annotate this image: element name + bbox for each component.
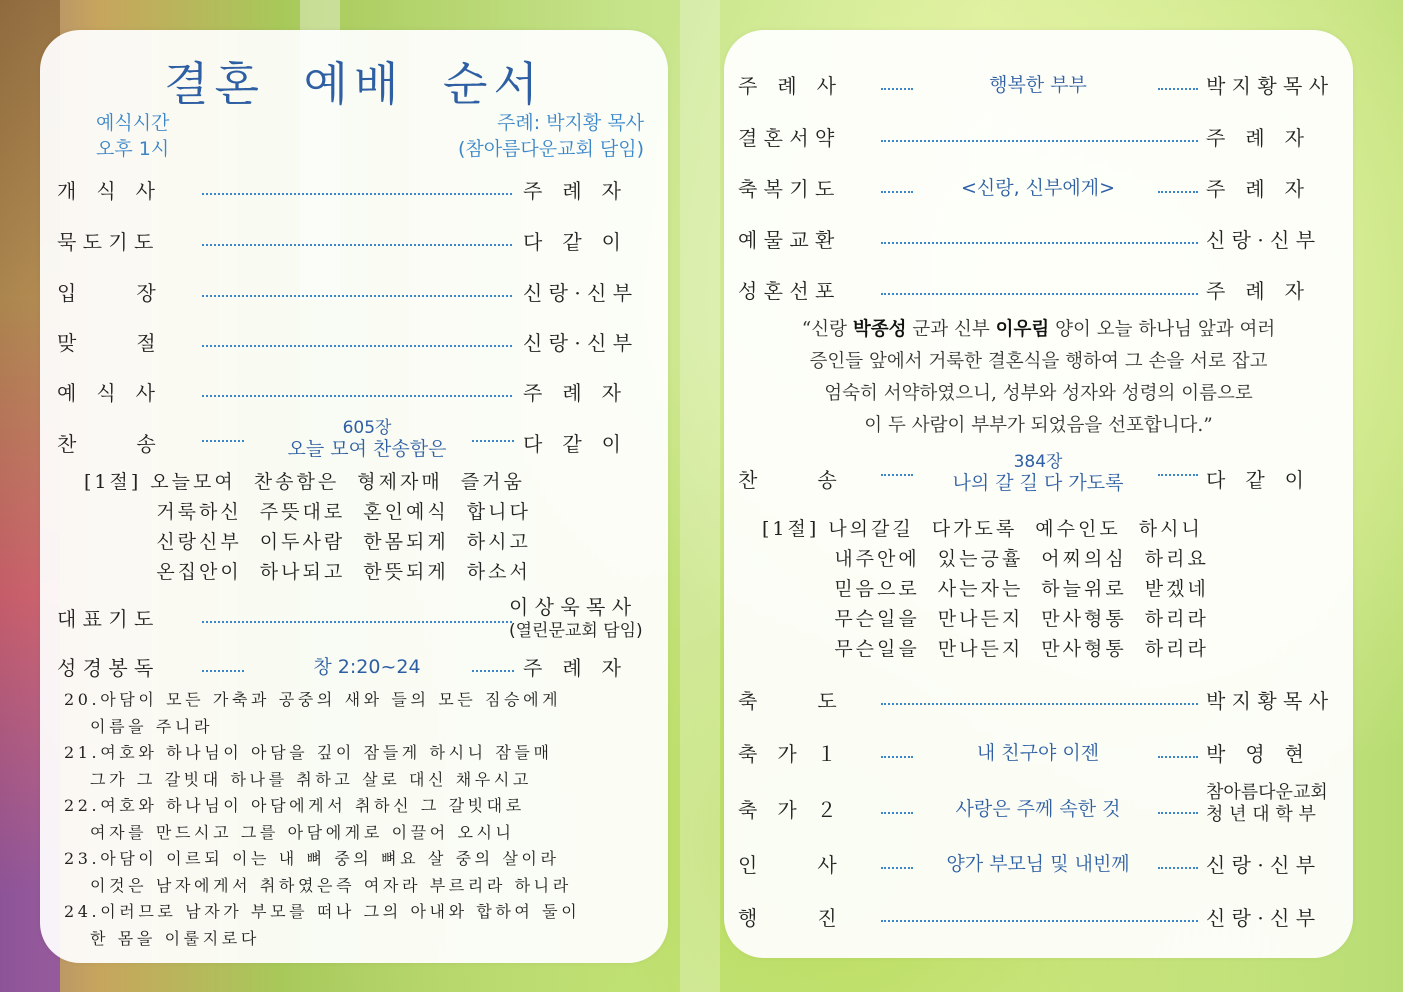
rings-item: 예 물 교 환 신 랑 · 신 부 <box>738 228 1316 252</box>
declaration-item: 성 혼 선 포 주 례 자 <box>738 279 1304 303</box>
declaration-text <box>724 314 1353 442</box>
officiant-info <box>458 110 644 162</box>
reading-item: 성 경 봉 독 창 2:20~24 주 례 자 <box>57 652 649 686</box>
choir-name: 참아름다운교회 청 년 대 학 부 <box>1206 782 1328 825</box>
dotted-leader <box>881 920 1198 922</box>
hymn-verse: [1절] 나의갈길 다가도록 예수인도 하시니 내주안에 있는긍휼 어찌의심 하리요 믿음으로 사는자는 하늘위로 받겠네 무슨일을 만나든지 만사형통 하리라 무슨일을 만나든지 만사형통 하리라 <box>762 518 1209 660</box>
hymn-title: 384장 나의 갈 길 다 가도록 <box>952 452 1124 494</box>
hymn-verse: [1절] 오늘모여 찬송함은 형제자매 즐거움 거룩하신 주뜻대로 혼인예식 합니다 신랑신부 이두사람 한몸되게 하시고 온집안이 하나되고 한뜻되게 하소서 <box>84 471 531 583</box>
dotted-leader <box>1158 88 1198 90</box>
greeting-title: 양가 부모님 및 내빈께 <box>946 853 1130 875</box>
background-tree-light <box>680 0 720 992</box>
declaration-line: 엄숙히 서약하였으니, 성부와 성자와 성령의 이름으로 <box>824 383 1253 404</box>
prayer-leader: 이 상 욱 목 사 (열린문교회 담임) <box>509 595 643 641</box>
dotted-leader <box>1158 812 1198 814</box>
dotted-leader <box>202 670 244 672</box>
dotted-leader <box>202 244 512 246</box>
time-value: 오후 1시 <box>96 138 170 160</box>
vows-item: 결 혼 서 약 주 례 자 <box>738 126 1304 150</box>
recession-item: 행 진 신 랑 · 신 부 <box>738 906 1316 930</box>
song-title: 사랑은 주께 속한 것 <box>955 798 1121 820</box>
blessing-title: <신랑, 신부에게> <box>960 177 1116 199</box>
declaration-line: 증인들 앞에서 거룩한 결혼식을 행하여 그 손을 서로 잡고 <box>809 351 1268 372</box>
time-label: 예식시간 <box>96 112 170 134</box>
dotted-leader <box>1158 867 1198 869</box>
hymn-title: 605장 오늘 모여 찬송함은 <box>287 418 447 460</box>
bride-name: 이우림 <box>995 319 1050 340</box>
declaration-line: “신랑 박종성 군과 신부 이우림 양이 오늘 하나님 앞과 여러 <box>801 319 1276 340</box>
sermon-item: 주 례 사 행복한 부부 박 지 황 목 사 <box>738 70 1338 104</box>
dotted-leader <box>881 293 1198 295</box>
dotted-leader <box>881 812 913 814</box>
sermon-title: 행복한 부부 <box>989 74 1087 96</box>
dotted-leader <box>881 756 913 758</box>
dotted-leader <box>202 440 244 442</box>
song1-item: 축 가 １ 내 친구야 이젠 박 영 현 <box>738 738 1338 772</box>
greeting-item: 인 사 양가 부모님 및 내빈께 신 랑 · 신 부 <box>738 849 1338 883</box>
dotted-leader <box>202 193 512 195</box>
prayer-item: 대 표 기 도 이 상 욱 목 사 (열린문교회 담임) <box>57 591 649 641</box>
dotted-leader <box>881 88 913 90</box>
hymn-item: 찬 송 605장 오늘 모여 찬송함은 다 같 이 <box>57 418 621 460</box>
blessing-prayer-item: 축 복 기 도 <신랑, 신부에게> 주 례 자 <box>738 173 1338 207</box>
order-item: 입 장 신 랑 · 신 부 <box>57 281 633 305</box>
song-title: 내 친구야 이젠 <box>976 742 1100 764</box>
order-item: 묵 도 기 도 다 같 이 <box>57 230 621 254</box>
dotted-leader <box>881 474 913 476</box>
hymn-item: 찬 송 384장 나의 갈 길 다 가도록 다 같 이 <box>738 452 1304 494</box>
dotted-leader <box>881 242 1198 244</box>
dotted-leader <box>1158 756 1198 758</box>
right-order-panel <box>724 30 1353 958</box>
dotted-leader <box>881 703 1198 705</box>
officiant-label: 주례: 박지황 목사 <box>497 112 644 134</box>
left-order-panel <box>40 30 668 963</box>
order-item: 예 식 사 주 례 자 <box>57 381 621 405</box>
scripture-passage: 창 2:20~24 <box>313 656 421 678</box>
officiant-church: (참아름다운교회 담임) <box>457 138 644 160</box>
dotted-leader <box>202 621 512 623</box>
dotted-leader <box>881 867 913 869</box>
declaration-line: 이 두 사람이 부부가 되었음을 선포합니다.” <box>864 415 1213 436</box>
order-item: 개 식 사 주 례 자 <box>57 179 621 203</box>
dotted-leader <box>202 295 512 297</box>
dotted-leader <box>1158 474 1198 476</box>
dotted-leader <box>881 191 913 193</box>
song2-item: 축 가 ２ 사랑은 주께 속한 것 참아름다운교회 청 년 대 학 부 <box>738 782 1328 825</box>
groom-name: 박종성 <box>852 319 907 340</box>
scripture-text: 20.아담이 모든 가축과 공중의 새와 들의 모든 짐승에게 이름을 주니라 21.여호와 하나님이 아담을 깊이 잠들게 하시니 잠들매 그가 그 갈빗대 하나를 취하고 살로 대신 채우시고 22.여호와 하나님이 아담에게서 취하신 그 갈빗대로 여자를 만드시고 그를 아담에게로 이끌어 오시니 23.아담이 이르되 이는 내 뼈 중의 뼈요 살 중의 살이라 이것은 남자에게서 취하였은즉 여자라 부르리라 하니라 24.이러므로 남자가 부모를 떠나 그의 아내와 합하여 둘이 한 몸을 이룰지로다 <box>64 690 581 948</box>
dotted-leader <box>472 670 514 672</box>
ceremony-time <box>96 110 169 162</box>
dotted-leader <box>202 395 512 397</box>
page-title: 결혼 예배 순서 <box>164 57 544 111</box>
dotted-leader <box>472 440 514 442</box>
benediction-item: 축 도 박 지 황 목 사 <box>738 689 1329 713</box>
dotted-leader <box>881 140 1198 142</box>
dotted-leader <box>1158 191 1198 193</box>
order-item: 맞 절 신 랑 · 신 부 <box>57 331 633 355</box>
dotted-leader <box>202 345 512 347</box>
